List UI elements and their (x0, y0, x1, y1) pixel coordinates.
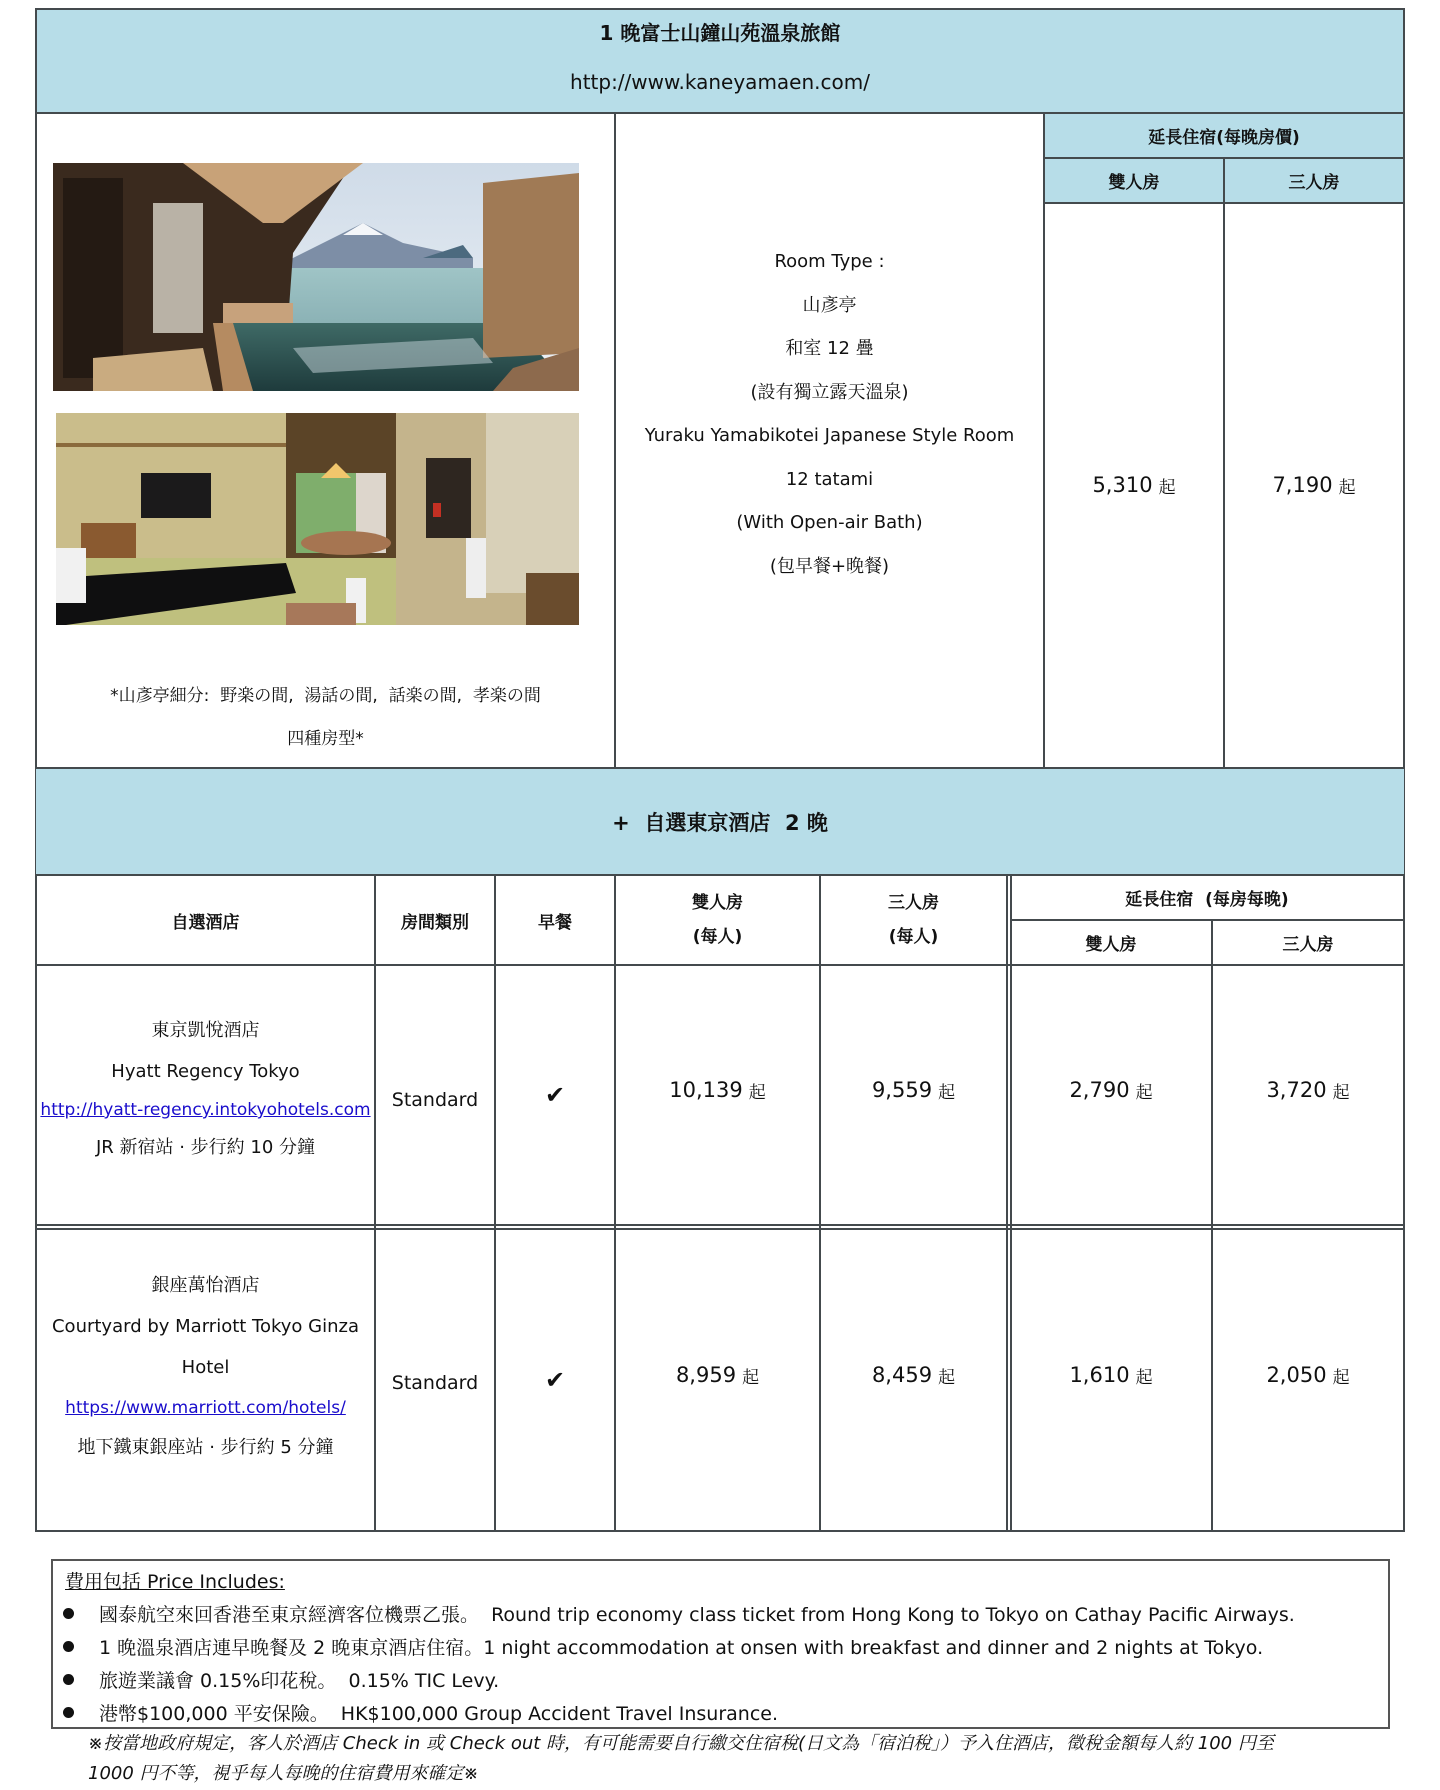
subdivision-note-line1: *山彥亭細分: 野楽の間, 湯話の間, 話楽の間, 孝楽の間 (110, 686, 541, 706)
price-ext-double (1010, 1065, 1212, 1115)
hotel-name-zh: 銀座萬怡酒店 (151, 1275, 260, 1296)
price-suffix: 起 (1332, 1367, 1350, 1388)
onsen-price-triple (1224, 460, 1404, 510)
hotel-name-en-line2: Hotel (181, 1357, 230, 1378)
hotel-name-zh: 東京凱悅酒店 (151, 1020, 260, 1041)
divider (1010, 919, 1404, 921)
room-name-zh: 山彥亭 (802, 294, 857, 316)
price-ext-double-value: 1,610 (1069, 1363, 1130, 1387)
list-item-text: 港幣$100,000 平安保險。 HK$100,000 Group Accident Travel Insurance. (99, 1703, 778, 1725)
divider (36, 964, 1405, 966)
price-suffix: 起 (1135, 1367, 1153, 1388)
divider (494, 874, 496, 1531)
list-item-text: 國泰航空來回香港至東京經濟客位機票乙張。 Round trip economy class ticket from Hong Kong to Tokyo on Cathay Pacific Airways. (99, 1604, 1295, 1626)
divider (36, 8, 1405, 10)
divider (1211, 919, 1213, 1531)
list-item (53, 1630, 1295, 1663)
bullet-icon (63, 1641, 74, 1652)
onsen-url[interactable]: http://www.kaneyamaen.com/ (570, 70, 870, 94)
price-suffix: 起 (938, 1367, 956, 1388)
col-header-extension: 延長住宿 (每房每晚) (1125, 890, 1289, 910)
open-air-bath-image (53, 163, 579, 391)
divider (819, 874, 821, 1531)
onsen-price-triple-suffix: 起 (1338, 477, 1356, 498)
onsen-title: 1 晚富士山鐘山苑溫泉旅館 (599, 21, 841, 45)
hotel-cell-courtyard (36, 1265, 375, 1466)
price-double-value: 8,959 (675, 1363, 737, 1387)
onsen-price-triple-value: 7,190 (1272, 473, 1333, 497)
onsen-price-double-value: 5,310 (1092, 473, 1153, 497)
list-item (53, 1696, 1295, 1729)
price-ext-triple-value: 3,720 (1266, 1078, 1327, 1102)
tax-note-line2: 1000 円不等，視乎每人每晚的住宿費用來確定※ (88, 1763, 479, 1784)
room-feature-zh: (設有獨立露天溫泉) (750, 381, 909, 403)
col-header-double-line2: (每人) (692, 927, 743, 947)
hotel-access: JR 新宿站 · 步行約 10 分鐘 (95, 1137, 316, 1158)
includes-list (53, 1597, 1295, 1729)
price-includes-title: 費用包括 Price Includes: (65, 1571, 285, 1593)
divider (1006, 874, 1008, 1531)
japanese-room-photo (56, 413, 579, 625)
tax-note-line1: ※按當地政府規定，客人於酒店 Check in 或 Check out 時，有可能需要自行繳交住宿稅(日文為「宿泊稅」）予入住酒店，徵稅金額每人約 100 円至 (88, 1733, 1274, 1754)
room-type-block (615, 240, 1044, 588)
divider (36, 1530, 1405, 1532)
onsen-col-double: 雙人房 (1108, 173, 1160, 193)
divider (36, 767, 1405, 769)
col-header-double (615, 875, 820, 965)
col-header-triple-line1: 三人房 (888, 893, 939, 913)
divider (36, 1228, 1405, 1230)
price-ext-double (1010, 1350, 1212, 1400)
hotel-cell-hyatt (36, 1010, 375, 1166)
price-suffix: 起 (742, 1367, 760, 1388)
room-type-label: Room Type : (774, 251, 885, 272)
price-suffix: 起 (1135, 1082, 1153, 1103)
col-header-ext-triple: 三人房 (1282, 935, 1334, 955)
price-suffix: 起 (748, 1082, 766, 1103)
price-triple (820, 1065, 1007, 1115)
col-header-double-line1: 雙人房 (692, 893, 743, 913)
price-triple-value: 9,559 (871, 1078, 933, 1102)
onsen-price-double (1044, 460, 1224, 510)
price-suffix: 起 (938, 1082, 956, 1103)
divider (36, 112, 1405, 114)
price-ext-triple (1212, 1065, 1404, 1115)
price-double (615, 1350, 820, 1400)
bullet-icon (63, 1608, 74, 1619)
divider (1043, 112, 1045, 768)
room-feature-en: (With Open-air Bath) (736, 512, 923, 533)
onsen-extension-header: 延長住宿(每晚房價) (1148, 128, 1300, 148)
room-type-cell: Standard (391, 1372, 479, 1394)
price-triple (820, 1350, 1007, 1400)
hotel-url-link[interactable]: http://hyatt-regency.intokyohotels.com (40, 1100, 371, 1120)
tokyo-section-title: + 自選東京酒店 2 晚 (612, 810, 828, 835)
onsen-col-triple: 三人房 (1288, 173, 1340, 193)
divider (374, 874, 376, 1531)
list-item (53, 1597, 1295, 1630)
list-item (53, 1663, 1295, 1696)
col-header-triple-line2: (每人) (888, 927, 939, 947)
divider (614, 874, 616, 1531)
divider (1223, 157, 1225, 768)
room-meals: (包早餐+晚餐) (769, 555, 890, 577)
hotel-name-en-line1: Courtyard by Marriott Tokyo Ginza (51, 1316, 359, 1337)
col-header-hotel: 自選酒店 (171, 912, 240, 933)
hotel-url-link[interactable]: https://www.marriott.com/hotels/ (65, 1398, 346, 1418)
divider (36, 1224, 1405, 1226)
price-double-value: 10,139 (669, 1078, 743, 1102)
japanese-room-image (56, 413, 579, 625)
price-includes-box (51, 1559, 1390, 1729)
bullet-icon (63, 1707, 74, 1718)
onsen-price-double-suffix: 起 (1158, 477, 1176, 498)
room-size-zh: 和室 12 疊 (785, 338, 874, 359)
list-item-text: 旅遊業議會 0.15%印花稅。 0.15% TIC Levy. (99, 1670, 500, 1692)
room-name-en: Yuraku Yamabikotei Japanese Style Room (644, 425, 1015, 446)
price-triple-value: 8,459 (871, 1363, 933, 1387)
list-item-text: 1 晚溫泉酒店連早晚餐及 2 晚東京酒店住宿。1 night accommodation at onsen with breakfast and dinner and 2 nights at Tokyo. (99, 1637, 1264, 1659)
col-header-room-type: 房間類別 (401, 912, 469, 933)
open-air-bath-photo (53, 163, 579, 391)
price-ext-double-value: 2,790 (1069, 1078, 1130, 1102)
room-type-cell: Standard (391, 1088, 479, 1111)
divider (614, 112, 616, 768)
subdivision-note-line2: 四種房型* (287, 729, 364, 749)
bullet-icon (63, 1674, 74, 1685)
col-header-ext-double: 雙人房 (1085, 935, 1137, 955)
price-suffix: 起 (1332, 1082, 1350, 1103)
col-header-triple (820, 875, 1007, 965)
price-ext-triple-value: 2,050 (1266, 1363, 1327, 1387)
breakfast-check-icon: ✔ (544, 1081, 566, 1109)
col-header-breakfast: 早餐 (538, 912, 572, 933)
price-double (615, 1065, 820, 1115)
breakfast-check-icon: ✔ (544, 1365, 566, 1394)
hotel-name-en: Hyatt Regency Tokyo (111, 1061, 300, 1082)
hotel-access: 地下鐵東銀座站 · 步行約 5 分鐘 (77, 1437, 334, 1458)
price-ext-triple (1212, 1350, 1404, 1400)
divider (1010, 874, 1012, 1531)
room-size-en: 12 tatami (785, 468, 874, 490)
